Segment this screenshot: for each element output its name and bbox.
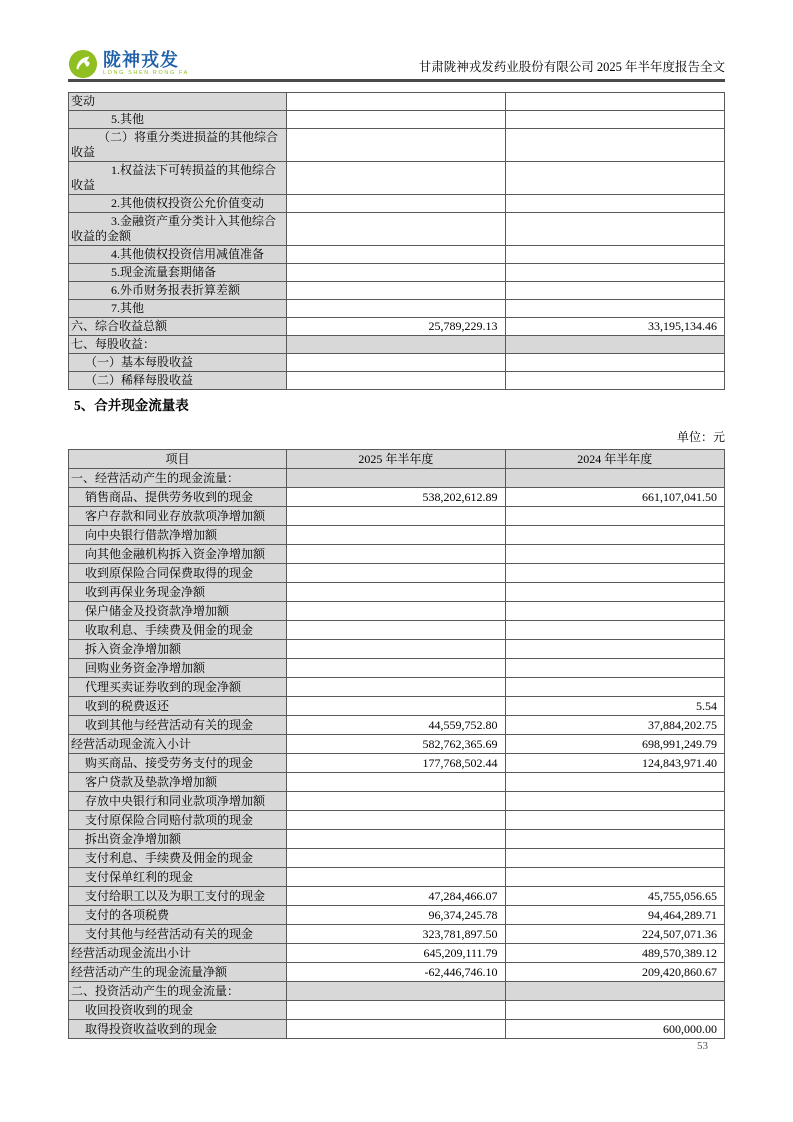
item-cell: 销售商品、提供劳务收到的现金 <box>69 488 287 506</box>
value-cell-2025 <box>287 640 505 658</box>
value-cell-2025 <box>287 282 505 299</box>
column-header: 2024 年半年度 <box>506 450 724 468</box>
value-cell-2024 <box>506 811 724 829</box>
table-row <box>69 93 724 111</box>
item-cell: 保户储金及投资款净增加额 <box>69 602 287 620</box>
value-cell-2025 <box>287 162 505 194</box>
value-cell-2025: 645,209,111.79 <box>287 944 505 962</box>
table-row <box>69 111 724 129</box>
value-cell-2024 <box>506 162 724 194</box>
value-cell-2025 <box>287 336 505 353</box>
value-cell-2024: 698,991,249.79 <box>506 735 724 753</box>
table-row <box>69 1020 724 1038</box>
table-row <box>69 336 724 354</box>
item-cell: 5.现金流量套期储备 <box>69 264 287 281</box>
value-cell-2025: 177,768,502.44 <box>287 754 505 772</box>
value-cell-2025 <box>287 111 505 128</box>
item-cell: 4.其他债权投资信用减值准备 <box>69 246 287 263</box>
table-row <box>69 282 724 300</box>
table-row <box>69 982 724 1001</box>
item-cell: 向其他金融机构拆入资金净增加额 <box>69 545 287 563</box>
table-row <box>69 735 724 754</box>
value-cell-2024: 209,420,860.67 <box>506 963 724 981</box>
item-cell: 客户贷款及垫款净增加额 <box>69 773 287 791</box>
item-cell: 收到原保险合同保费取得的现金 <box>69 564 287 582</box>
document-title: 甘肃陇神戎发药业股份有限公司 2025 年半年度报告全文 <box>418 60 725 74</box>
item-cell: 5.其他 <box>69 111 287 128</box>
value-cell-2024: 124,843,971.40 <box>506 754 724 772</box>
item-cell: 支付其他与经营活动有关的现金 <box>69 925 287 943</box>
item-cell: 六、综合收益总额 <box>69 318 287 335</box>
table-row <box>69 488 724 507</box>
value-cell-2025 <box>287 195 505 212</box>
item-cell: 拆入资金净增加额 <box>69 640 287 658</box>
value-cell-2025 <box>287 659 505 677</box>
table-row <box>69 640 724 659</box>
value-cell-2025 <box>287 246 505 263</box>
item-cell: 变动 <box>69 93 287 110</box>
value-cell-2024 <box>506 300 724 317</box>
value-cell-2025 <box>287 469 505 487</box>
item-cell: 收取利息、手续费及佣金的现金 <box>69 621 287 639</box>
value-cell-2025 <box>287 982 505 1000</box>
item-cell: 支付的各项税费 <box>69 906 287 924</box>
table-row <box>69 507 724 526</box>
value-cell-2024: 661,107,041.50 <box>506 488 724 506</box>
item-cell: 一、经营活动产生的现金流量： <box>69 469 287 487</box>
value-cell-2025: 323,781,897.50 <box>287 925 505 943</box>
item-cell: 7.其他 <box>69 300 287 317</box>
value-cell-2025 <box>287 1001 505 1019</box>
table-row <box>69 246 724 264</box>
value-cell-2025 <box>287 811 505 829</box>
table-row <box>69 129 724 162</box>
value-cell-2025 <box>287 264 505 281</box>
value-cell-2024 <box>506 545 724 563</box>
table-row <box>69 963 724 982</box>
value-cell-2024 <box>506 282 724 299</box>
value-cell-2025 <box>287 773 505 791</box>
item-cell: （二）将重分类进损益的其他综合收益 <box>69 129 287 161</box>
table-row <box>69 659 724 678</box>
item-cell: 收回投资收到的现金 <box>69 1001 287 1019</box>
value-cell-2025 <box>287 129 505 161</box>
value-cell-2024 <box>506 792 724 810</box>
item-cell: 经营活动现金流出小计 <box>69 944 287 962</box>
value-cell-2024 <box>506 129 724 161</box>
table-row <box>69 830 724 849</box>
value-cell-2025: 44,559,752.80 <box>287 716 505 734</box>
unit-label: 单位：元 <box>676 430 725 444</box>
cash-flow-table <box>68 449 725 1039</box>
item-cell: 客户存款和同业存放款项净增加额 <box>69 507 287 525</box>
value-cell-2025 <box>287 678 505 696</box>
table-row <box>69 162 724 195</box>
value-cell-2024: 33,195,134.46 <box>506 318 724 335</box>
column-header: 项目 <box>69 450 287 468</box>
table-row <box>69 754 724 773</box>
value-cell-2024: 489,570,389.12 <box>506 944 724 962</box>
header-divider <box>68 79 725 82</box>
value-cell-2025: 25,789,229.13 <box>287 318 505 335</box>
value-cell-2025 <box>287 213 505 245</box>
item-cell: 支付原保险合同赔付款项的现金 <box>69 811 287 829</box>
value-cell-2024 <box>506 849 724 867</box>
item-cell: 收到再保业务现金净额 <box>69 583 287 601</box>
item-cell: 1.权益法下可转损益的其他综合收益 <box>69 162 287 194</box>
item-cell: 向中央银行借款净增加额 <box>69 526 287 544</box>
page-header <box>68 44 725 79</box>
value-cell-2024 <box>506 583 724 601</box>
table-row <box>69 545 724 564</box>
value-cell-2025 <box>287 526 505 544</box>
table-row <box>69 868 724 887</box>
table-row <box>69 213 724 246</box>
item-cell: 收到其他与经营活动有关的现金 <box>69 716 287 734</box>
item-cell: 拆出资金净增加额 <box>69 830 287 848</box>
value-cell-2025 <box>287 830 505 848</box>
table-row <box>69 697 724 716</box>
value-cell-2025 <box>287 583 505 601</box>
table-row <box>69 773 724 792</box>
item-cell: 经营活动产生的现金流量净额 <box>69 963 287 981</box>
table-row <box>69 811 724 830</box>
item-cell: 代理买卖证券收到的现金净额 <box>69 678 287 696</box>
page-number: 53 <box>697 1040 708 1052</box>
value-cell-2025: -62,446,746.10 <box>287 963 505 981</box>
item-cell: 支付利息、手续费及佣金的现金 <box>69 849 287 867</box>
table-row <box>69 1001 724 1020</box>
value-cell-2024 <box>506 354 724 371</box>
value-cell-2024 <box>506 469 724 487</box>
value-cell-2024 <box>506 526 724 544</box>
value-cell-2024: 5.54 <box>506 697 724 715</box>
table-header-row <box>69 450 724 469</box>
item-cell: 购买商品、接受劳务支付的现金 <box>69 754 287 772</box>
item-cell: 七、每股收益： <box>69 336 287 353</box>
item-cell: 支付保单红利的现金 <box>69 868 287 886</box>
value-cell-2025 <box>287 621 505 639</box>
value-cell-2024: 224,507,071.36 <box>506 925 724 943</box>
table-row <box>69 354 724 372</box>
value-cell-2024 <box>506 195 724 212</box>
value-cell-2024 <box>506 602 724 620</box>
table-row <box>69 264 724 282</box>
table-row <box>69 583 724 602</box>
value-cell-2025 <box>287 300 505 317</box>
value-cell-2024 <box>506 246 724 263</box>
table-row <box>69 318 724 336</box>
table-row <box>69 925 724 944</box>
value-cell-2024 <box>506 111 724 128</box>
value-cell-2024 <box>506 678 724 696</box>
item-cell: 存放中央银行和同业款项净增加额 <box>69 792 287 810</box>
section-title: 5、合并现金流量表 <box>74 398 189 413</box>
value-cell-2025 <box>287 792 505 810</box>
table-row <box>69 195 724 213</box>
value-cell-2025 <box>287 1020 505 1038</box>
value-cell-2025: 47,284,466.07 <box>287 887 505 905</box>
logo-icon <box>68 49 98 79</box>
logo-text-en: LONG SHEN RONG FA <box>103 70 189 77</box>
value-cell-2024 <box>506 336 724 353</box>
logo-text-cn: 陇神戎发 <box>103 50 179 71</box>
table-row <box>69 526 724 545</box>
value-cell-2024 <box>506 773 724 791</box>
value-cell-2025 <box>287 507 505 525</box>
table-row <box>69 716 724 735</box>
table-row <box>69 906 724 925</box>
value-cell-2024 <box>506 659 724 677</box>
table-row <box>69 300 724 318</box>
value-cell-2024 <box>506 830 724 848</box>
value-cell-2025 <box>287 602 505 620</box>
table-row <box>69 564 724 583</box>
value-cell-2025 <box>287 545 505 563</box>
value-cell-2024: 37,884,202.75 <box>506 716 724 734</box>
table-row <box>69 372 724 389</box>
value-cell-2025 <box>287 372 505 389</box>
item-cell: 支付给职工以及为职工支付的现金 <box>69 887 287 905</box>
value-cell-2024 <box>506 564 724 582</box>
table-row <box>69 678 724 697</box>
value-cell-2024 <box>506 213 724 245</box>
comprehensive-income-table <box>68 92 725 390</box>
value-cell-2024 <box>506 264 724 281</box>
value-cell-2025: 96,374,245.78 <box>287 906 505 924</box>
value-cell-2025 <box>287 697 505 715</box>
table-row <box>69 944 724 963</box>
value-cell-2025 <box>287 868 505 886</box>
item-cell: （一）基本每股收益 <box>69 354 287 371</box>
table-row <box>69 792 724 811</box>
table-row <box>69 602 724 621</box>
table-row <box>69 849 724 868</box>
column-header: 2025 年半年度 <box>287 450 505 468</box>
item-cell: 6.外币财务报表折算差额 <box>69 282 287 299</box>
company-logo <box>68 49 189 79</box>
value-cell-2024 <box>506 982 724 1000</box>
item-cell: 收到的税费返还 <box>69 697 287 715</box>
value-cell-2024 <box>506 93 724 110</box>
value-cell-2025: 538,202,612.89 <box>287 488 505 506</box>
item-cell: 经营活动现金流入小计 <box>69 735 287 753</box>
value-cell-2024: 94,464,289.71 <box>506 906 724 924</box>
value-cell-2024 <box>506 621 724 639</box>
value-cell-2025 <box>287 849 505 867</box>
item-cell: （二）稀释每股收益 <box>69 372 287 389</box>
value-cell-2024: 600,000.00 <box>506 1020 724 1038</box>
item-cell: 取得投资收益收到的现金 <box>69 1020 287 1038</box>
value-cell-2025 <box>287 564 505 582</box>
value-cell-2024 <box>506 1001 724 1019</box>
item-cell: 3.金融资产重分类计入其他综合收益的金额 <box>69 213 287 245</box>
value-cell-2024 <box>506 868 724 886</box>
value-cell-2025 <box>287 354 505 371</box>
value-cell-2024 <box>506 640 724 658</box>
value-cell-2024: 45,755,056.65 <box>506 887 724 905</box>
table-row <box>69 621 724 640</box>
item-cell: 2.其他债权投资公允价值变动 <box>69 195 287 212</box>
item-cell: 二、投资活动产生的现金流量： <box>69 982 287 1000</box>
value-cell-2025 <box>287 93 505 110</box>
table-row <box>69 469 724 488</box>
value-cell-2025: 582,762,365.69 <box>287 735 505 753</box>
table-row <box>69 887 724 906</box>
item-cell: 回购业务资金净增加额 <box>69 659 287 677</box>
value-cell-2024 <box>506 507 724 525</box>
value-cell-2024 <box>506 372 724 389</box>
